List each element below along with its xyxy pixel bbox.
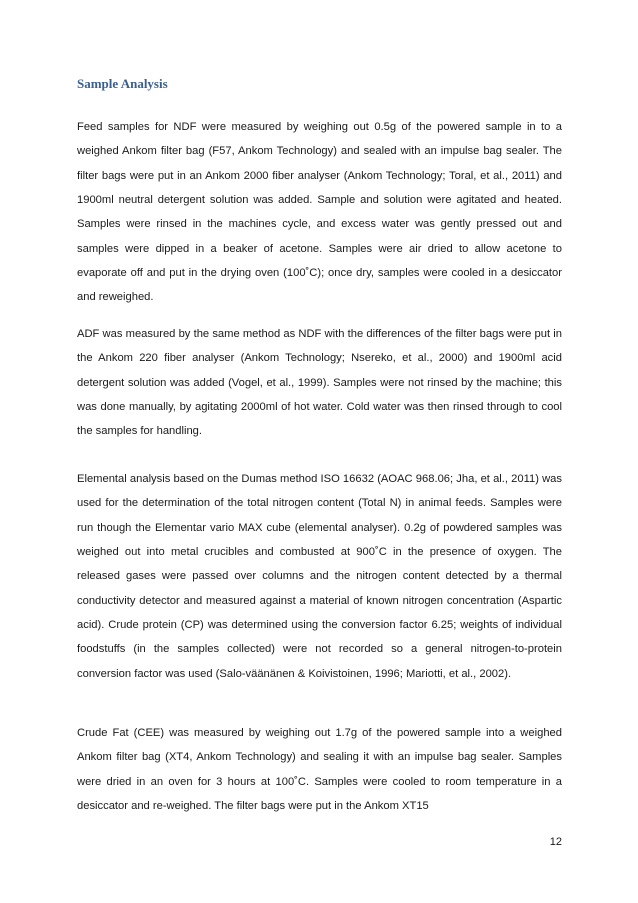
section-title: Sample Analysis [77,76,168,91]
paragraph-elemental-analysis: Elemental analysis based on the Dumas method ISO 16632 (AOAC 968.06; Jha, et al., 2011) was used for the determination of the total nitrogen content (Total N) in animal feeds. Samples were run though the Elementar vario MAX cube (elemental analyser). 0.2g of powdered samples was weighed out into metal crucibles and combusted at 900˚C in the presence of oxygen. The released gases were passed over columns and the nitrogen content detected by a thermal conductivity detector and measured against a material of known nitrogen concentration (Aspartic acid). Crude protein (CP) was determined using the conversion factor 6.25; weights of individual foodstuffs (in the samples collected) were not recorded so a general nitrogen-to-protein conversion factor was used (Salo-väänänen & Koivistoinen, 1996; Mariotti, et al., 2002). [77,473,562,680]
paragraph-ndf: Feed samples for NDF were measured by weighing out 0.5g of the powered sample in to a weighed Ankom filter bag (F57, Ankom Technology) and sealed with an impulse bag sealer. The filter bags were put in an Ankom 2000 fiber analyser (Ankom Technology; Toral, et al., 2011) and 1900ml neutral detergent solution was added. Sample and solution were agitated and heated. Samples were rinsed in the machines cycle, and excess water was gently pressed out and samples were dipped in a beaker of acetone. Samples were air dried to allow acetone to evaporate off and put in the drying oven (100˚C); once dry, samples were cooled in a desiccator and reweighed. [77,121,562,304]
paragraph-adf: ADF was measured by the same method as NDF with the differences of the filter bags were put in the Ankom 220 fiber analyser (Ankom Technology; Nsereko, et al., 2000) and 1900ml acid detergent solution was added (Vogel, et al., 1999). Samples were not rinsed by the machine; this was done manually, by agitating 2000ml of hot water. Cold water was then rinsed through to cool the samples for handling. [77,328,562,438]
page-number: 12 [549,836,562,848]
paragraph-crude-fat: Crude Fat (CEE) was measured by weighing out 1.7g of the powered sample into a weighed Ankom filter bag (XT4, Ankom Technology) and sealing it with an impulse bag sealer. Samples were dried in an oven for 3 hours at 100˚C. Samples were cooled to room temperature in a desiccator and re-weighed. The filter bags were put in the Ankom XT15 [77,727,562,813]
